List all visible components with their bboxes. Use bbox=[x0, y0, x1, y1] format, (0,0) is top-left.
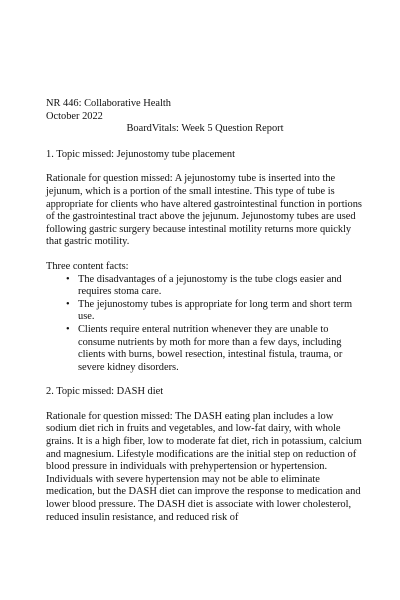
fact-item: • The disadvantages of a jejunostomy is the tube clogs easier and requires stoma care. bbox=[66, 274, 364, 299]
section-1-rationale: Rationale for question missed: A jejunostomy tube is inserted into the jejunum, which is a portion of the small intestine. This type of tube is appropriate for clients who have altered gastrointestinal function in portions of the gastrointestinal tract above the jejunum. Jejunostomy tubes are used following gastric surgery because intestinal motility returns more quickly that gastric motility. bbox=[46, 173, 362, 248]
document-page bbox=[46, 98, 364, 524]
section-1-facts-list bbox=[46, 274, 364, 375]
fact-item: • Clients require enteral nutrition whenever they are unable to consume nutrients by moth for more than a few days, including clients with burns, bowel resection, intestinal fistula, trauma, or severe kidney disorders. bbox=[66, 324, 364, 374]
date-line: October 2022 bbox=[46, 110, 103, 122]
section-1-topic: 1. Topic missed: Jejunostomy tube placement bbox=[46, 148, 235, 160]
fact-item: • The jejunostomy tubes is appropriate for long term and short term use. bbox=[66, 299, 364, 324]
course-line: NR 446: Collaborative Health bbox=[46, 98, 171, 109]
section-1-facts-heading: Three content facts: bbox=[46, 260, 129, 272]
section-2-topic: 2. Topic missed: DASH diet bbox=[46, 386, 164, 398]
section-2-rationale: Rationale for question missed: The DASH eating plan includes a low sodium diet rich in fruits and vegetables, and low-fat dairy, with whole grains. It is a high fiber, low to moderate fat diet, rich in potassium, calcium and magnesium. Lifestyle modifications are the initial step on reduction of blood pressure in individuals with prehypertension or hypertension. Individuals with severe hypertension may not be able to eliminate medication, but the DASH diet can improve the response to medication and lower blood pressure. The DASH diet is associate with lower cholesterol, reduced insulin resistance, and reduced risk of bbox=[46, 410, 362, 523]
report-title: BoardVitals: Week 5 Question Report bbox=[126, 123, 284, 135]
